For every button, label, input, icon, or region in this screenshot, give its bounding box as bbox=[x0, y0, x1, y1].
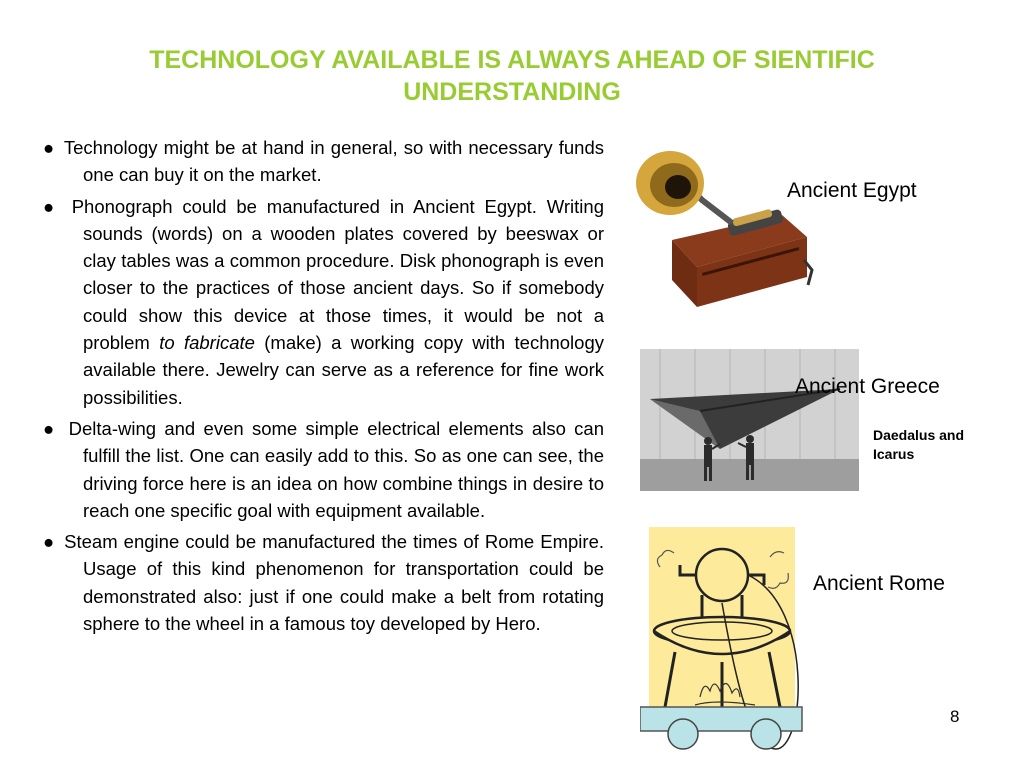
caption-ancient-egypt: Ancient Egypt bbox=[787, 179, 917, 202]
bullet-text: Steam engine could be manufactured the times of Rome Empire. Usage of this kind phenomenon for transportation could be demonstrated also: just if one could make a belt from rotating sphere to the wheel in a famous toy developed by Hero. bbox=[64, 531, 605, 635]
caption-daedalus-line-1: Daedalus and bbox=[873, 427, 965, 443]
caption-ancient-rome: Ancient Rome bbox=[813, 572, 945, 595]
caption-daedalus-icarus bbox=[873, 426, 964, 464]
bullet-list bbox=[43, 134, 604, 641]
bullet-item-3 bbox=[43, 415, 604, 524]
bullet-item-4 bbox=[43, 528, 604, 637]
delta-wing-icon bbox=[640, 349, 859, 491]
phonograph-image bbox=[632, 145, 816, 311]
bullet-text-continued: (make) a working copy with technology available there. Jewelry can serve as a reference for fine work possibilities. bbox=[83, 332, 604, 408]
bullet-marker: ● bbox=[43, 195, 59, 217]
slide-title-line-2: UNDERSTANDING bbox=[403, 78, 621, 106]
bullet-marker: ● bbox=[43, 531, 56, 553]
bullet-text: Delta-wing and even some simple electrical elements also can fulfill the list. One can easily add to this. So as one can see, the driving force here is an idea on how combine things in desire to reach one specific goal with equipment available. bbox=[68, 417, 604, 521]
bullet-marker: ● bbox=[43, 137, 56, 158]
page-number: 8 bbox=[950, 707, 960, 726]
caption-ancient-greece: Ancient Greece bbox=[795, 375, 940, 398]
phonograph-icon bbox=[632, 145, 816, 311]
bullet-text: Technology might be at hand in general, so with necessary funds one can buy it on the market. bbox=[63, 137, 604, 186]
slide-title bbox=[60, 44, 964, 108]
bullet-emphasis: to fabricate bbox=[159, 332, 255, 354]
steam-engine-image bbox=[640, 527, 815, 755]
bullet-item-1 bbox=[43, 134, 604, 189]
bullet-text: Phonograph could be manufactured in Ancient Egypt. Writing sounds (words) on a wooden plates covered by beeswax or clay tables was a common procedure. Disk phonograph is even closer to the practices of those ancient days. So if somebody could show this device at those times, it would be not a problem bbox=[71, 195, 604, 354]
bullet-item-2 bbox=[43, 193, 604, 411]
caption-daedalus-line-2: Icarus bbox=[873, 446, 915, 462]
bullet-marker: ● bbox=[43, 417, 58, 439]
hero-steam-engine-icon bbox=[640, 527, 815, 755]
slide-title-line-1: TECHNOLOGY AVAILABLE IS ALWAYS AHEAD OF SIENTIFIC bbox=[149, 46, 875, 74]
delta-wing-image bbox=[640, 349, 859, 491]
